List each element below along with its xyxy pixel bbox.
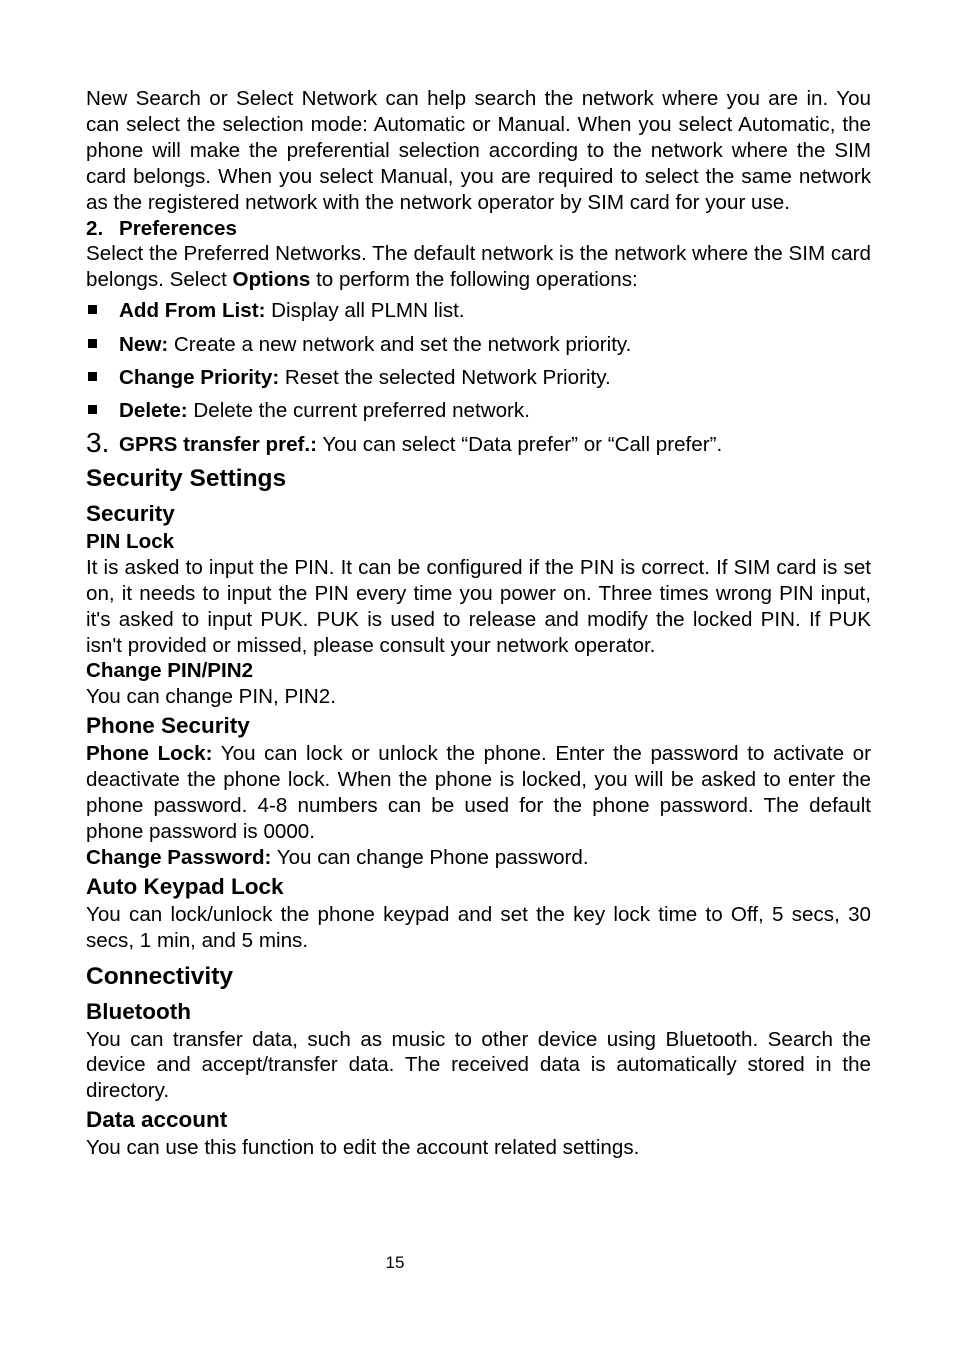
list-item-text: Reset the selected Network Priority. bbox=[279, 366, 611, 390]
preferences-text-before: Select the Preferred Networks. The default network is the network where the SIM card belongs. Select bbox=[86, 242, 871, 292]
list-item-text: Delete the current preferred network. bbox=[187, 399, 530, 423]
change-pin-paragraph: You can change PIN, PIN2. bbox=[86, 685, 336, 709]
auto-keypad-heading: Auto Keypad Lock bbox=[86, 873, 284, 899]
list-item bbox=[86, 332, 871, 358]
pin-lock-paragraph: It is asked to input the PIN. It can be configured if the PIN is correct. If SIM card is set on, it needs to input the PIN every time you power on. Three times wrong PIN input, it's asked to input PUK. PUK is used to release and modify the locked PIN. If PUK isn't provided or missed, please consult your network operator. bbox=[86, 555, 871, 657]
options-keyword: Options bbox=[232, 268, 311, 292]
list-item bbox=[86, 298, 871, 324]
security-heading: Security bbox=[86, 500, 175, 526]
bullet-square-icon bbox=[88, 339, 97, 348]
list-item-label: Add From List: bbox=[119, 299, 266, 323]
data-account-paragraph: You can use this function to edit the account related settings. bbox=[86, 1136, 640, 1160]
gprs-text: You can select “Data prefer” or “Call prefer”. bbox=[316, 432, 723, 456]
phone-security-heading: Phone Security bbox=[86, 713, 250, 739]
bluetooth-heading: Bluetooth bbox=[86, 998, 191, 1024]
auto-keypad-paragraph: You can lock/unlock the phone keypad and set the key lock time to Off, 5 secs, 30 secs, 1 min, and 5 mins. bbox=[86, 902, 871, 952]
bullet-square-icon bbox=[88, 305, 97, 314]
change-password-paragraph bbox=[86, 845, 871, 871]
security-settings-heading: Security Settings bbox=[86, 464, 287, 492]
preferences-number: 2. bbox=[86, 216, 104, 240]
document-page bbox=[86, 86, 871, 1161]
list-item-label: Delete: bbox=[119, 399, 188, 423]
preferences-paragraph bbox=[86, 241, 871, 293]
bullet-square-icon bbox=[88, 372, 97, 381]
pin-lock-heading: PIN Lock bbox=[86, 529, 175, 553]
list-item-text: Create a new network and set the network priority. bbox=[168, 332, 632, 356]
gprs-label: GPRS transfer pref.: bbox=[119, 432, 317, 456]
list-item-label: Change Priority: bbox=[119, 366, 280, 390]
data-account-heading: Data account bbox=[86, 1107, 228, 1133]
preferences-options-list bbox=[86, 298, 871, 424]
list-item-text: Display all PLMN list. bbox=[265, 299, 465, 323]
preferences-text-after: to perform the following operations: bbox=[310, 268, 638, 292]
list-item bbox=[86, 398, 871, 424]
change-pin-heading: Change PIN/PIN2 bbox=[86, 659, 254, 683]
phone-lock-label: Phone Lock: bbox=[86, 742, 213, 766]
bluetooth-paragraph: You can transfer data, such as music to other device using Bluetooth. Search the device and accept/transfer data. The received data is automatically stored in the directory. bbox=[86, 1027, 871, 1103]
connectivity-heading: Connectivity bbox=[86, 962, 234, 990]
list-item-label: New: bbox=[119, 332, 169, 356]
gprs-item bbox=[86, 428, 871, 460]
page-number: 15 bbox=[385, 1253, 405, 1272]
phone-lock-text: You can lock or unlock the phone. Enter the password to activate or deactivate the phone lock. When the phone is locked, you will be asked to enter the phone password. 4-8 numbers can be used for the phone password. The default phone password is 0000. bbox=[86, 742, 871, 843]
change-password-label: Change Password: bbox=[86, 845, 272, 869]
change-password-text: You can change Phone password. bbox=[271, 845, 589, 869]
preferences-title: Preferences bbox=[119, 216, 237, 240]
preferences-heading bbox=[86, 216, 871, 242]
phone-lock-paragraph bbox=[86, 741, 871, 845]
list-item bbox=[86, 365, 871, 391]
bullet-square-icon bbox=[88, 405, 97, 414]
intro-paragraph: New Search or Select Network can help search the network where you are in. You can select the selection mode: Automatic or Manual. When you select Automatic, the phone will make the preferential selection according to the network where the SIM card belongs. When you select Manual, you are required to select the same network as the registered network with the network operator by SIM card for your use. bbox=[86, 87, 871, 214]
gprs-number: 3. bbox=[86, 426, 110, 458]
